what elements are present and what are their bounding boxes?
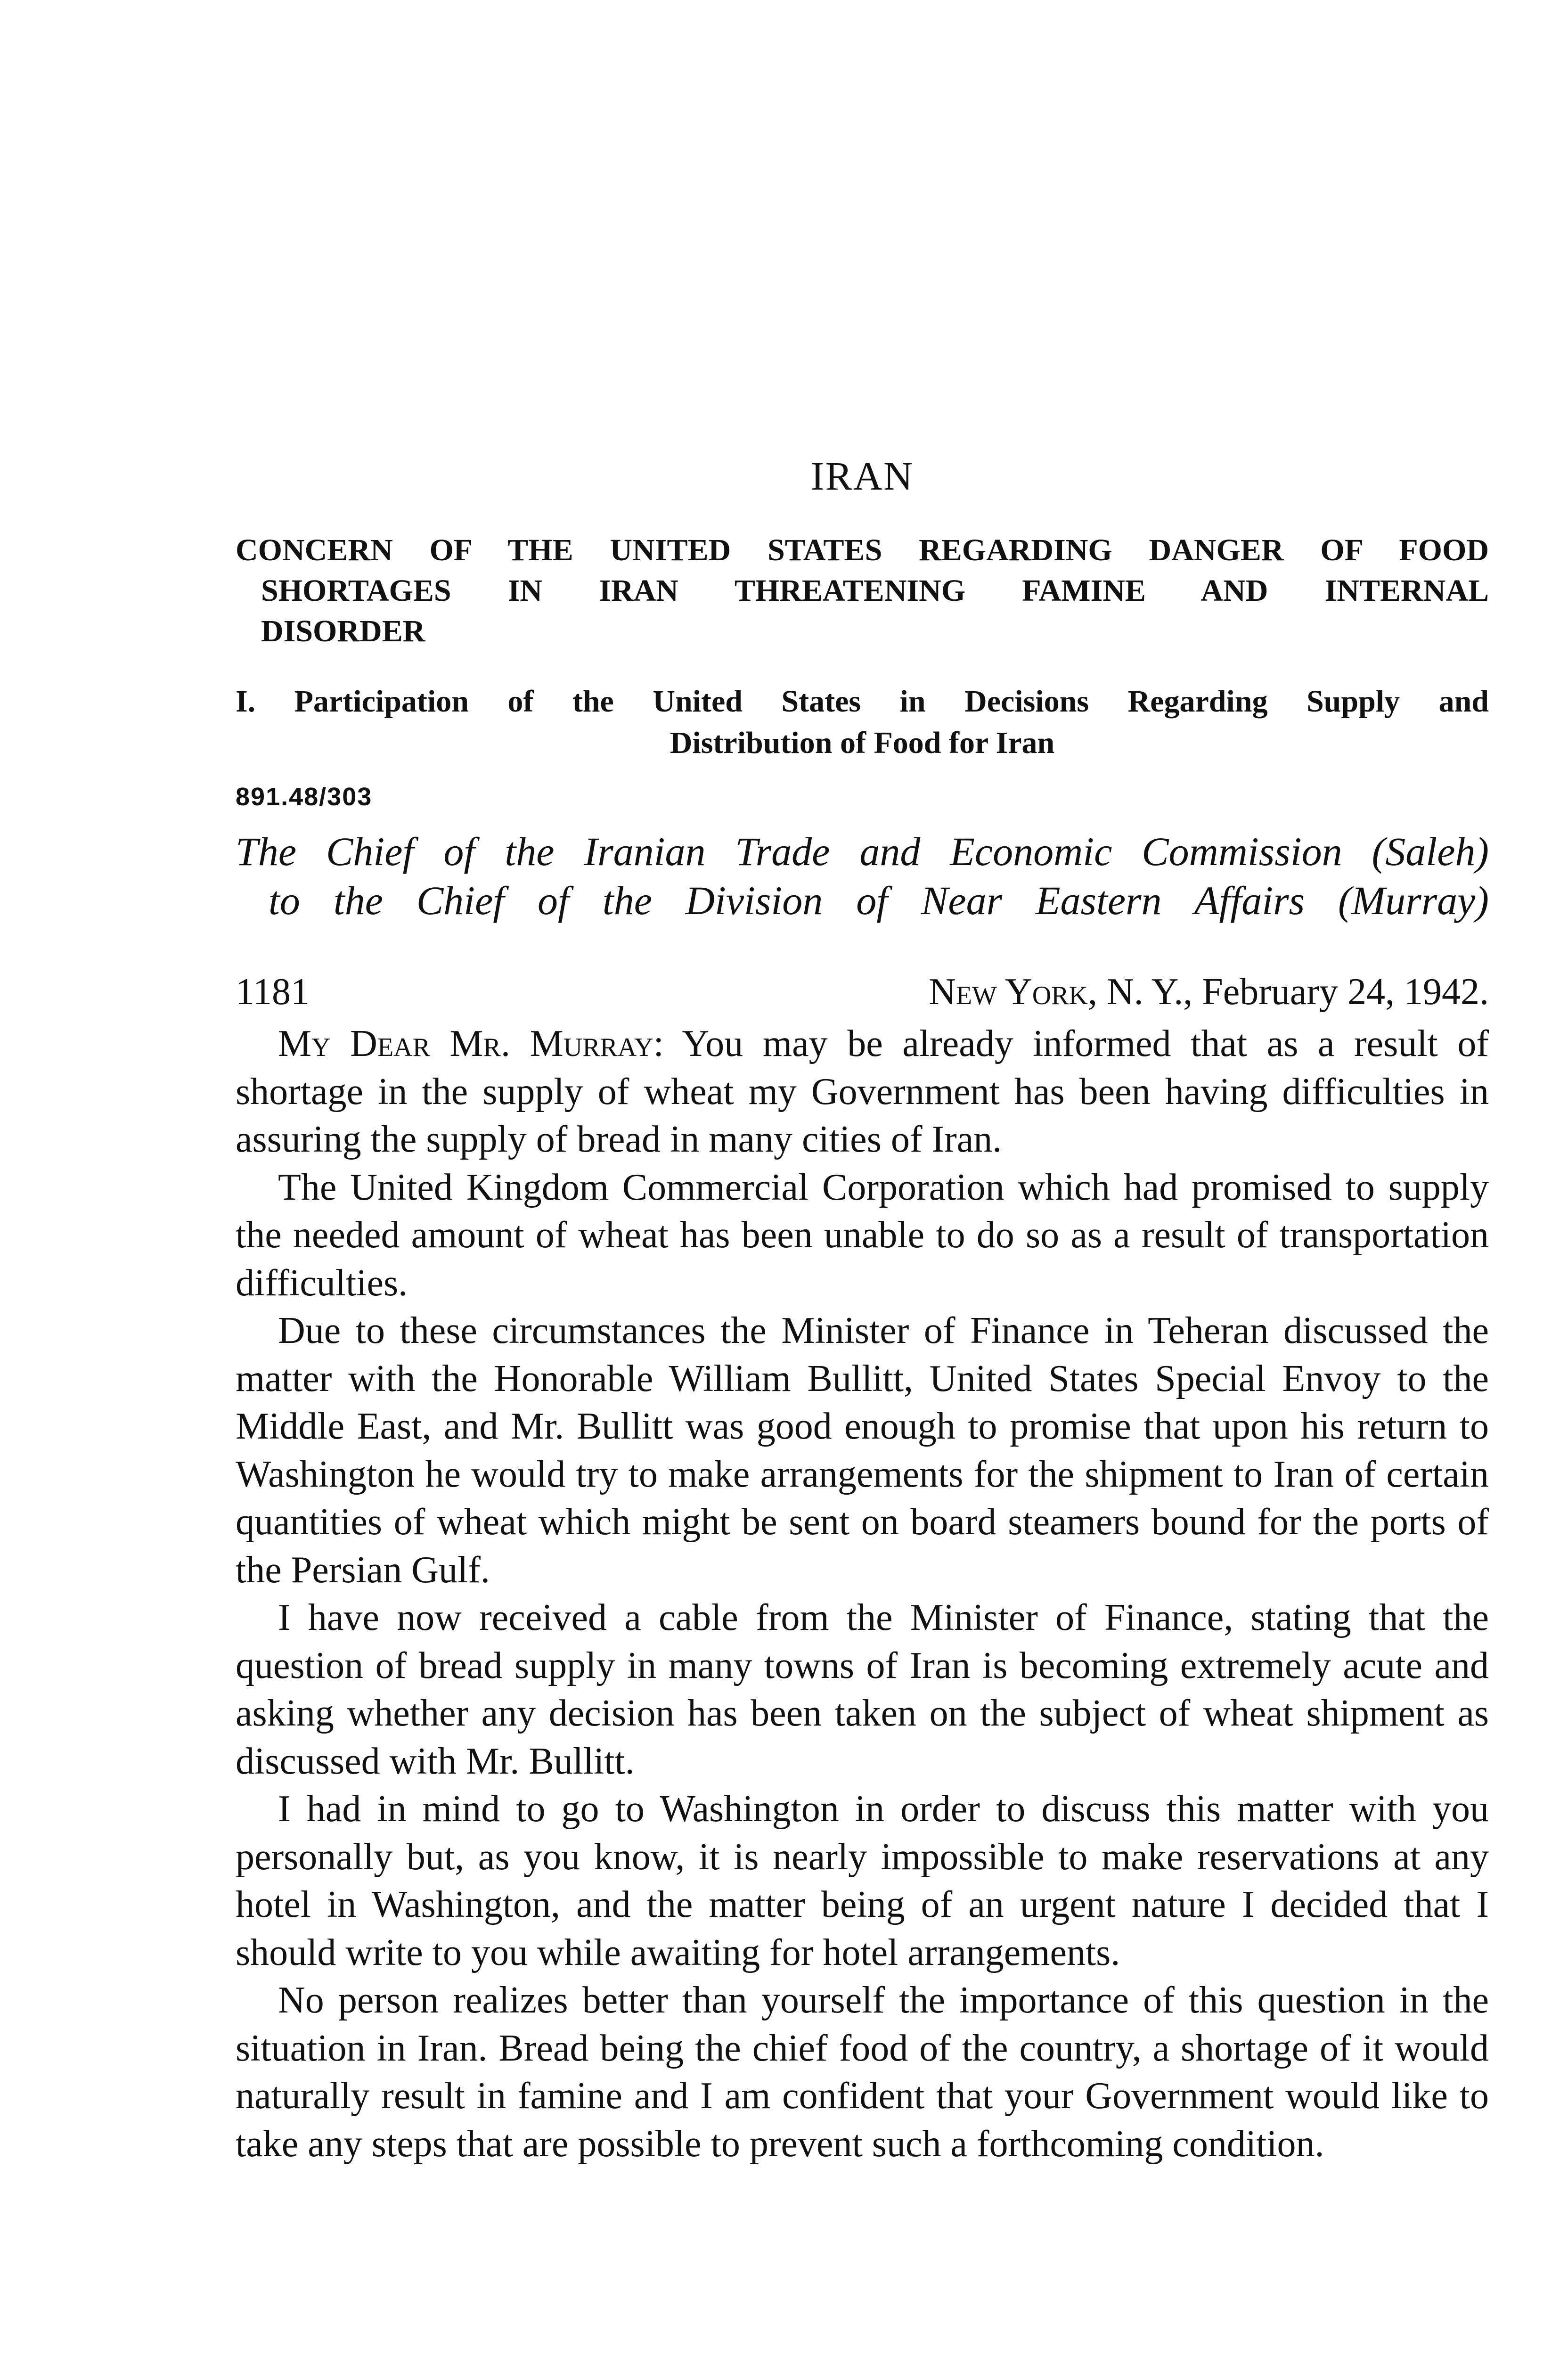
subsection-heading-line-2: Distribution of Food for Iran	[670, 726, 1055, 760]
country-heading: IRAN	[810, 453, 914, 499]
document-page	[236, 0, 1489, 2356]
place-and-date	[929, 971, 1489, 1014]
document-title	[236, 827, 1489, 925]
paragraph-1	[236, 1020, 1489, 1164]
subsection-heading-line-1: I. Participation of the United States in Decisions Regarding Supply and	[236, 684, 1489, 719]
place-name: New York	[929, 971, 1088, 1013]
paragraph-3: Due to these circumstances the Minister of Finance in Teheran discussed the matter with the Honorable William Bullitt, United States Special Envoy to the Middle East, and Mr. Bullitt was good enough to promise that upon his return to Washington he would try to make arrangements for the shipment to Iran of certain quantities of wheat which might be sent on board steamers bound for the ports of the Persian Gulf.	[236, 1310, 1489, 1591]
paragraph-1-text: You may be already informed that as a result of shortage in the supply of wheat my Government has been having difficulties in assuring the supply of bread in many cities of Iran.	[236, 1023, 1489, 1160]
document-title-line-2: to the Chief of the Division of Near Eastern Affairs (Murray)	[269, 878, 1489, 923]
subsection-heading	[236, 681, 1489, 764]
file-number: 891.48/303	[236, 783, 373, 811]
document-title-line-1: The Chief of the Iranian Trade and Economic Commission (Saleh)	[236, 829, 1489, 874]
letter-body	[236, 1020, 1489, 2168]
section-heading	[236, 530, 1489, 652]
date-text: , N. Y., February 24, 1942.	[1087, 971, 1489, 1013]
paragraph-2: The United Kingdom Commercial Corporation which had promised to supply the needed amount of wheat has been unable to do so as a result of transportation difficulties.	[236, 1166, 1489, 1304]
paragraph-4: I have now received a cable from the Minister of Finance, stating that the question of bread supply in many towns of Iran is becoming extremely acute and asking whether any decision has been taken on the subject of wheat shipment as discussed with Mr. Bullitt.	[236, 1597, 1489, 1782]
document-number: 1181	[236, 971, 310, 1013]
section-heading-line-3: DISORDER	[261, 614, 425, 648]
section-heading-line-2: SHORTAGES IN IRAN THREATENING FAMINE AND INTERNAL	[261, 573, 1489, 608]
dateline	[236, 971, 1489, 1018]
paragraph-5: I had in mind to go to Washington in order to discuss this matter with you personally but, as you know, it is nearly impossible to make reservations at any hotel in Washington, and the matter being of an urgent nature I decided that I should write to you while awaiting for hotel arrangements.	[236, 1788, 1489, 1973]
paragraph-6: No person realizes better than yourself the importance of this question in the situation in Iran. Bread being the chief food of the country, a shortage of it would naturally result in famine and I am confident that your Government would like to take any steps that are possible to prevent such a forthcoming condition.	[236, 1980, 1489, 2165]
salutation: My Dear Mr. Murray:	[278, 1023, 664, 1064]
section-heading-line-1: CONCERN OF THE UNITED STATES REGARDING DANGER OF FOOD	[236, 533, 1489, 567]
